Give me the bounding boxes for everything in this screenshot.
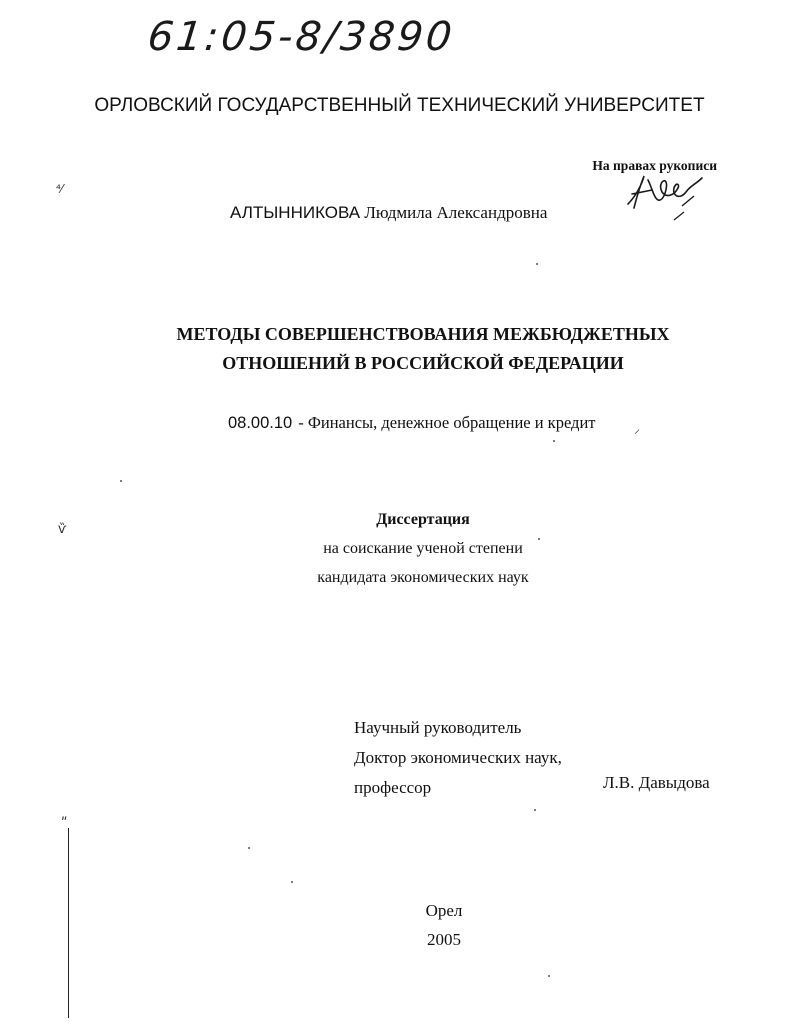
supervisor-title: профессор	[354, 778, 432, 797]
scan-mark: ⸝	[634, 422, 641, 436]
handwritten-signature	[622, 166, 712, 226]
handwritten-catalog-number: 61:05-8/3890	[145, 14, 457, 60]
dissertation-title	[0, 320, 799, 378]
scan-speck	[120, 480, 122, 482]
specialty-code: 08.00.10	[228, 414, 293, 432]
title-line-1: МЕТОДЫ СОВЕРШЕНСТВОВАНИЯ МЕЖБЮДЖЕТНЫХ	[176, 324, 670, 344]
scan-margin-line	[68, 828, 69, 1018]
supervisor-block	[354, 713, 562, 803]
scan-speck	[248, 847, 250, 849]
dissertation-block	[0, 505, 799, 592]
scan-speck	[291, 881, 293, 883]
scan-mark: ѷ	[58, 522, 67, 537]
specialty-name: - Финансы, денежное обращение и кредит	[298, 413, 596, 432]
scan-mark: ʺ	[61, 816, 68, 832]
scan-speck	[534, 809, 536, 811]
supervisor-name: Л.В. Давыдова	[603, 773, 710, 792]
rights-note: На правах рукописи	[592, 158, 717, 173]
scan-mark: ⁴⁄	[56, 182, 63, 196]
author-name	[230, 203, 547, 223]
dissertation-field-line: кандидата экономических наук	[317, 569, 529, 586]
university-name: ОРЛОВСКИЙ ГОСУДАРСТВЕННЫЙ ТЕХНИЧЕСКИЙ УНИВЕРСИТЕТ	[94, 95, 705, 116]
scan-speck	[553, 440, 555, 442]
scan-speck	[548, 975, 550, 977]
author-surname: АЛТЫННИКОВА	[230, 203, 361, 222]
author-given-names: Людмила Александровна	[364, 203, 548, 222]
supervisor-role: Научный руководитель	[354, 718, 522, 737]
city-year-block	[0, 896, 799, 954]
specialty	[228, 413, 595, 433]
scan-speck	[536, 263, 538, 265]
supervisor-degree: Доктор экономических наук,	[354, 748, 562, 767]
title-line-2: ОТНОШЕНИЙ В РОССИЙСКОЙ ФЕДЕРАЦИИ	[222, 353, 624, 373]
dissertation-label: Диссертация	[376, 511, 470, 528]
scan-speck	[538, 538, 540, 540]
city: Орел	[425, 901, 463, 920]
dissertation-degree-line: на соискание ученой степени	[323, 540, 523, 557]
year: 2005	[427, 930, 461, 949]
